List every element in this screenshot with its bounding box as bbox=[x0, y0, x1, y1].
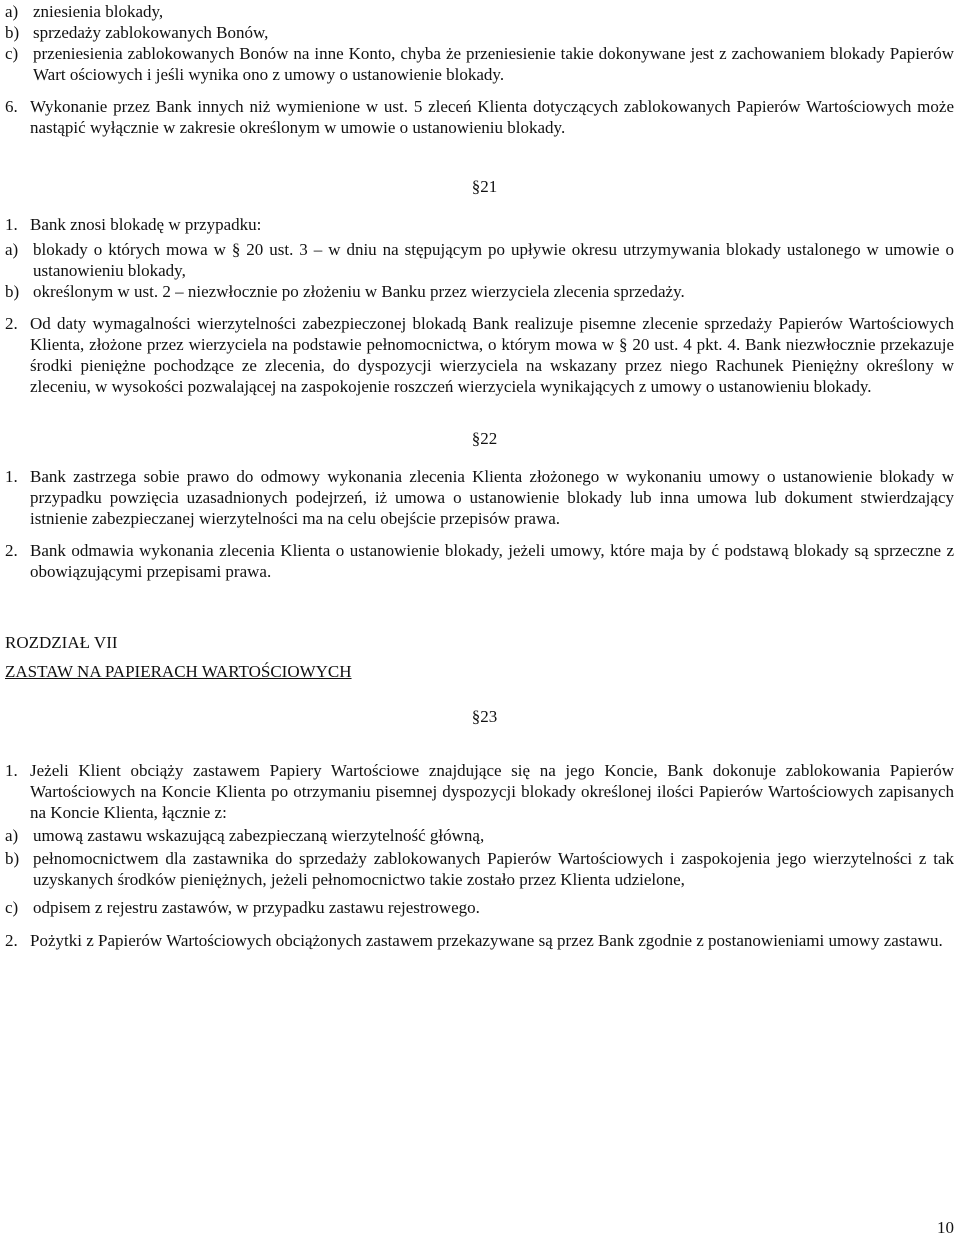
item-label: a) bbox=[5, 826, 19, 845]
point-text: Od daty wymagalności wierzytelności zabezpieczonej blokadą Bank realizuje pisemne zlecenie sprzedaży Papierów Wartościowych Klienta, złożone przez wierzyciela na podstawie pełnomocnictwa, o którym mowa w § 20 ust. 4 pkt. 4. Bank niezwłocznie przekazuje środki pieniężne pochodzące ze zlecenia, do dyspozycji wierzyciela na wskazany przez niego Rachunek Pieniężny określony w zleceniu, w wysokości pozwalającej na zaspokojenie roszczeń wierzyciela wynikających z umowy o ustanowieniu blokady. bbox=[30, 314, 954, 396]
point-label: 6. bbox=[5, 97, 18, 116]
list-item bbox=[5, 825, 954, 846]
list-item bbox=[5, 281, 954, 302]
list-item bbox=[5, 43, 954, 85]
item-label: c) bbox=[5, 898, 19, 917]
point-label: 1. bbox=[5, 761, 18, 780]
top-list bbox=[5, 1, 954, 85]
list-item bbox=[5, 22, 954, 43]
item-label: c) bbox=[5, 44, 19, 63]
s21-point-2 bbox=[5, 313, 954, 397]
s23-point-2 bbox=[5, 930, 954, 951]
section-heading-21: §21 bbox=[471, 177, 498, 196]
point-text: Wykonanie przez Bank innych niż wymienione w ust. 5 zleceń Klienta dotyczących zablokowanych Papierów Wartościowych może nastąpić wyłącznie w zakresie określonym w umowie o ustanowieniu blokady. bbox=[30, 97, 954, 137]
item-text: określonym w ust. 2 – niezwłocznie po złożeniu w Banku przez wierzyciela zlecenia sprzedaży. bbox=[33, 282, 685, 301]
chapter-number: ROZDZIAŁ VII bbox=[5, 633, 118, 652]
item-label: a) bbox=[5, 240, 19, 259]
list-item bbox=[5, 239, 954, 281]
chapter-title: ZASTAW NA PAPIERACH WARTOŚCIOWYCH bbox=[5, 662, 352, 681]
point-label: 1. bbox=[5, 215, 18, 234]
point-6 bbox=[5, 96, 954, 138]
point-text: Bank odmawia wykonania zlecenia Klienta o ustanowienie blokady, jeżeli umowy, które maja by ć podstawą blokady są sprzeczne z obowiązującymi przepisami prawa. bbox=[30, 541, 954, 581]
item-text: przeniesienia zablokowanych Bonów na inne Konto, chyba że przeniesienie takie dokonywane jest z zachowaniem blokady Papierów Wart ościowych i jeśli wynika ono z umowy o ustanowienie blokady. bbox=[33, 44, 954, 84]
point-text: Bank zastrzega sobie prawo do odmowy wykonania zlecenia Klienta złożonego w wykonaniu umowy o ustanowienie blokady w przypadku powzięcia uzasadnionych podejrzeń, iż umowa o ustanowienie blokady lub inna umowa lub dokument stwierdzający istnienie zabezpieczanej wierzytelności ma na celu obejście przepisów prawa. bbox=[30, 467, 954, 528]
document-page bbox=[0, 1, 960, 1239]
point-label: 2. bbox=[5, 931, 18, 950]
point-label: 2. bbox=[5, 314, 18, 333]
item-text: odpisem z rejestru zastawów, w przypadku zastawu rejestrowego. bbox=[33, 898, 480, 917]
item-text: sprzedaży zablokowanych Bonów, bbox=[33, 23, 269, 42]
point-text: Pożytki z Papierów Wartościowych obciążonych zastawem przekazywane są przez Bank zgodnie z postanowieniami umowy zastawu. bbox=[30, 931, 943, 950]
item-text: pełnomocnictwem dla zastawnika do sprzedaży zablokowanych Papierów Wartościowych i zaspokojenia jego wierzytelności z tak uzyskanych środków pieniężnych, jeżeli pełnomocnictwo takie zostało przez Klienta udzielone, bbox=[33, 849, 954, 889]
point-text: Bank znosi blokadę w przypadku: bbox=[30, 215, 262, 234]
item-text: umową zastawu wskazującą zabezpieczaną wierzytelność główną, bbox=[33, 826, 485, 845]
section-heading-23: §23 bbox=[471, 707, 498, 726]
s22-point-2 bbox=[5, 540, 954, 582]
item-text: blokady o których mowa w § 20 ust. 3 – w dniu na stępującym po upływie okresu utrzymywania blokady ustalonego w umowie o ustanowieniu blokady, bbox=[33, 240, 954, 280]
s23-point-1 bbox=[5, 760, 954, 823]
item-label: b) bbox=[5, 23, 20, 42]
s23-sublist bbox=[5, 825, 954, 918]
list-item bbox=[5, 848, 954, 890]
point-label: 2. bbox=[5, 541, 18, 560]
item-label: a) bbox=[5, 2, 19, 21]
point-text: Jeżeli Klient obciąży zastawem Papiery Wartościowe znajdujące się na jego Koncie, Bank dokonuje zablokowania Papierów Wartościowych na Koncie Klienta po otrzymaniu pisemnej dyspozycji blokady określonej ilości Papierów Wartościowych zapisanych na Koncie Klienta, łącznie z: bbox=[30, 761, 954, 822]
s22-point-1 bbox=[5, 466, 954, 529]
list-item bbox=[5, 897, 954, 918]
list-item bbox=[5, 1, 954, 22]
point-label: 1. bbox=[5, 467, 18, 486]
section-heading-22: §22 bbox=[471, 429, 498, 448]
page-number: 10 bbox=[937, 1218, 954, 1237]
s21-sublist bbox=[5, 239, 954, 302]
item-text: zniesienia blokady, bbox=[33, 2, 164, 21]
item-label: b) bbox=[5, 282, 20, 301]
item-label: b) bbox=[5, 849, 20, 868]
s21-point-1 bbox=[5, 214, 954, 235]
